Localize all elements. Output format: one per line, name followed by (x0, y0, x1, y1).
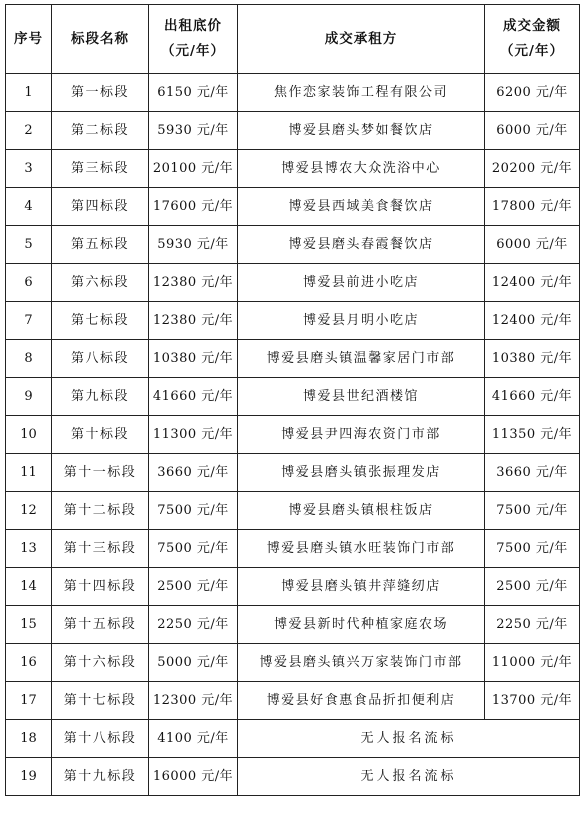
row-tenant: 博爱县新时代种植家庭农场 (238, 606, 485, 644)
row-section: 第十一标段 (52, 454, 149, 492)
row-seq: 7 (6, 302, 52, 340)
row-reserve-price: 12380 元/年 (149, 302, 238, 340)
table-row (6, 606, 580, 644)
header-deal-line2: （元/年） (500, 43, 564, 59)
table-row (6, 454, 580, 492)
table-row (6, 416, 580, 454)
row-section: 第十六标段 (52, 644, 149, 682)
row-section: 第二标段 (52, 112, 149, 150)
row-tenant: 博爱县磨头镇兴万家装饰门市部 (238, 644, 485, 682)
table-row (6, 302, 580, 340)
row-reserve-price: 12380 元/年 (149, 264, 238, 302)
row-deal-amount: 11000 元/年 (485, 644, 580, 682)
table-row (6, 264, 580, 302)
header-reserve-line2: （元/年） (161, 43, 225, 59)
row-deal-amount: 6200 元/年 (485, 74, 580, 112)
document-sheet (5, 4, 580, 796)
table-row (6, 150, 580, 188)
row-reserve-price: 16000 元/年 (149, 758, 238, 796)
row-seq: 2 (6, 112, 52, 150)
header-tenant: 成交承租方 (238, 5, 485, 74)
row-reserve-price: 17600 元/年 (149, 188, 238, 226)
row-reserve-price: 5930 元/年 (149, 226, 238, 264)
row-section: 第九标段 (52, 378, 149, 416)
row-deal-amount: 10380 元/年 (485, 340, 580, 378)
header-deal-line1: 成交金额 (503, 18, 561, 34)
row-seq: 10 (6, 416, 52, 454)
row-seq: 14 (6, 568, 52, 606)
row-section: 第五标段 (52, 226, 149, 264)
table-row (6, 378, 580, 416)
row-section: 第七标段 (52, 302, 149, 340)
row-seq: 17 (6, 682, 52, 720)
table-row (6, 492, 580, 530)
row-reserve-price: 7500 元/年 (149, 492, 238, 530)
row-section: 第六标段 (52, 264, 149, 302)
row-failed-note: 无人报名流标 (238, 720, 580, 758)
row-seq: 15 (6, 606, 52, 644)
row-deal-amount: 7500 元/年 (485, 530, 580, 568)
row-tenant: 博爱县博农大众洗浴中心 (238, 150, 485, 188)
row-reserve-price: 6150 元/年 (149, 74, 238, 112)
row-tenant: 博爱县尹四海农资门市部 (238, 416, 485, 454)
row-reserve-price: 7500 元/年 (149, 530, 238, 568)
row-tenant: 博爱县磨头镇张振理发店 (238, 454, 485, 492)
row-tenant: 博爱县月明小吃店 (238, 302, 485, 340)
row-tenant: 焦作恋家装饰工程有限公司 (238, 74, 485, 112)
row-reserve-price: 12300 元/年 (149, 682, 238, 720)
row-seq: 8 (6, 340, 52, 378)
table-row (6, 644, 580, 682)
table-row (6, 530, 580, 568)
row-tenant: 博爱县好食惠食品折扣便利店 (238, 682, 485, 720)
row-reserve-price: 11300 元/年 (149, 416, 238, 454)
row-section: 第十标段 (52, 416, 149, 454)
row-deal-amount: 11350 元/年 (485, 416, 580, 454)
row-section: 第十三标段 (52, 530, 149, 568)
row-section: 第十七标段 (52, 682, 149, 720)
row-section: 第十四标段 (52, 568, 149, 606)
row-deal-amount: 17800 元/年 (485, 188, 580, 226)
table-row (6, 568, 580, 606)
row-deal-amount: 3660 元/年 (485, 454, 580, 492)
row-section: 第一标段 (52, 74, 149, 112)
table-header-row (6, 5, 580, 74)
row-tenant: 博爱县磨头镇根柱饭店 (238, 492, 485, 530)
header-reserve-line1: 出租底价 (164, 18, 222, 34)
row-reserve-price: 41660 元/年 (149, 378, 238, 416)
row-tenant: 博爱县磨头镇水旺装饰门市部 (238, 530, 485, 568)
row-tenant: 博爱县磨头镇温馨家居门市部 (238, 340, 485, 378)
row-reserve-price: 10380 元/年 (149, 340, 238, 378)
row-seq: 3 (6, 150, 52, 188)
row-failed-note: 无人报名流标 (238, 758, 580, 796)
row-deal-amount: 2500 元/年 (485, 568, 580, 606)
row-deal-amount: 12400 元/年 (485, 264, 580, 302)
row-deal-amount: 7500 元/年 (485, 492, 580, 530)
row-reserve-price: 2250 元/年 (149, 606, 238, 644)
row-reserve-price: 20100 元/年 (149, 150, 238, 188)
row-deal-amount: 6000 元/年 (485, 226, 580, 264)
row-deal-amount: 6000 元/年 (485, 112, 580, 150)
lease-result-table (5, 4, 580, 796)
table-body (6, 74, 580, 796)
row-tenant: 博爱县磨头春霞餐饮店 (238, 226, 485, 264)
row-section: 第八标段 (52, 340, 149, 378)
row-section: 第十八标段 (52, 720, 149, 758)
row-seq: 4 (6, 188, 52, 226)
header-reserve-price (149, 5, 238, 74)
row-seq: 1 (6, 74, 52, 112)
table-row (6, 226, 580, 264)
row-reserve-price: 5930 元/年 (149, 112, 238, 150)
table-row-failed (6, 720, 580, 758)
row-tenant: 博爱县世纪酒楼馆 (238, 378, 485, 416)
header-seq: 序号 (6, 5, 52, 74)
table-row (6, 188, 580, 226)
row-reserve-price: 5000 元/年 (149, 644, 238, 682)
row-seq: 19 (6, 758, 52, 796)
row-reserve-price: 3660 元/年 (149, 454, 238, 492)
row-reserve-price: 2500 元/年 (149, 568, 238, 606)
row-seq: 13 (6, 530, 52, 568)
row-seq: 5 (6, 226, 52, 264)
row-seq: 18 (6, 720, 52, 758)
header-section: 标段名称 (52, 5, 149, 74)
table-row (6, 682, 580, 720)
row-reserve-price: 4100 元/年 (149, 720, 238, 758)
row-seq: 6 (6, 264, 52, 302)
row-deal-amount: 41660 元/年 (485, 378, 580, 416)
row-seq: 12 (6, 492, 52, 530)
table-row (6, 340, 580, 378)
row-tenant: 博爱县磨头镇井萍缝纫店 (238, 568, 485, 606)
row-seq: 16 (6, 644, 52, 682)
row-tenant: 博爱县磨头梦如餐饮店 (238, 112, 485, 150)
row-section: 第三标段 (52, 150, 149, 188)
header-deal-amount (485, 5, 580, 74)
row-seq: 11 (6, 454, 52, 492)
row-section: 第四标段 (52, 188, 149, 226)
table-row (6, 74, 580, 112)
row-deal-amount: 2250 元/年 (485, 606, 580, 644)
row-seq: 9 (6, 378, 52, 416)
table-row-failed (6, 758, 580, 796)
row-section: 第十二标段 (52, 492, 149, 530)
table-row (6, 112, 580, 150)
row-section: 第十九标段 (52, 758, 149, 796)
row-deal-amount: 20200 元/年 (485, 150, 580, 188)
row-deal-amount: 12400 元/年 (485, 302, 580, 340)
row-tenant: 博爱县西域美食餐饮店 (238, 188, 485, 226)
row-section: 第十五标段 (52, 606, 149, 644)
row-tenant: 博爱县前进小吃店 (238, 264, 485, 302)
row-deal-amount: 13700 元/年 (485, 682, 580, 720)
